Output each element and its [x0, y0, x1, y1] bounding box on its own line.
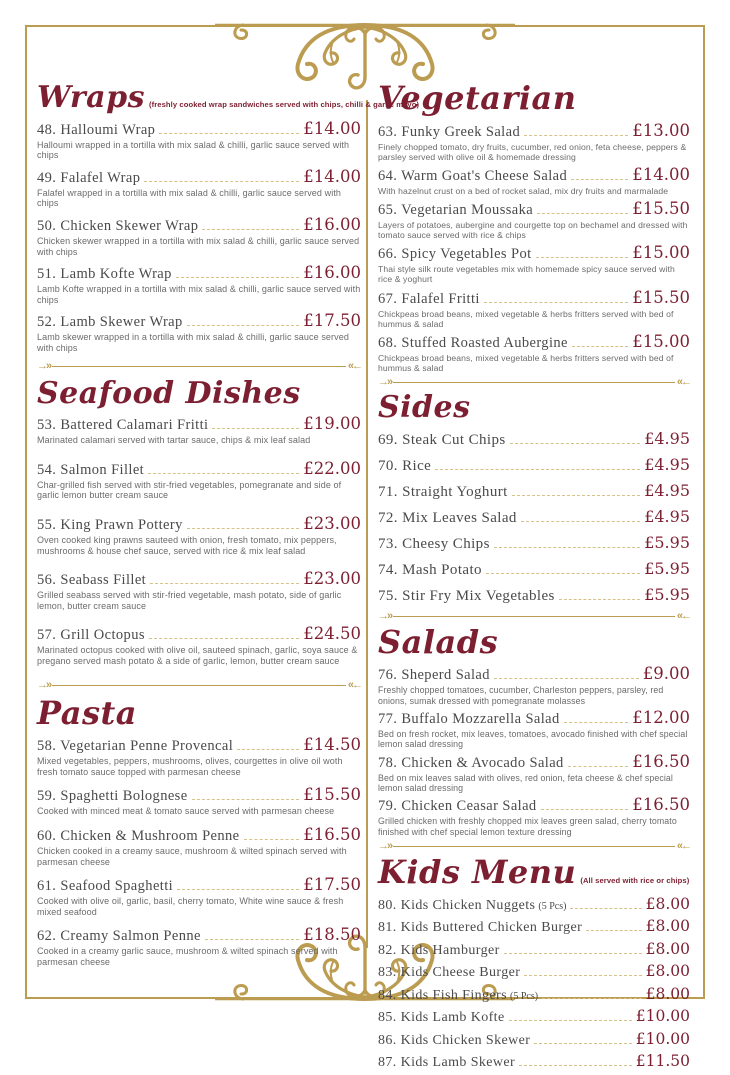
dotted-leader: [237, 738, 299, 750]
divider-right-arrow-icon: «←: [347, 359, 361, 372]
menu-item-name-row: [378, 121, 690, 141]
menu-item: [378, 481, 690, 501]
dish-name: 66. Spicy Vegetables Pot: [378, 246, 532, 263]
section-heading: Wraps: [37, 80, 145, 115]
menu-column-right: [378, 80, 690, 1075]
menu-item: [37, 875, 361, 917]
divider-right-arrow-icon: «←: [676, 376, 690, 389]
dotted-leader: [148, 462, 299, 474]
dish-name: 74. Mash Potato: [378, 561, 482, 578]
dish-price: £15.00: [632, 331, 690, 351]
menu-item: [378, 507, 690, 527]
dish-price: £11.50: [635, 1052, 690, 1071]
dotted-leader: [524, 124, 628, 136]
dish-description: Marinated calamari served with tartar sauce, chips & mix leaf salad: [37, 435, 311, 446]
dish-name: 48. Halloumi Wrap: [37, 121, 156, 138]
menu-item-name-row: [378, 664, 690, 684]
divider-left-arrow-icon: →»: [378, 376, 392, 389]
dotted-leader: [205, 929, 299, 941]
dish-price: £16.50: [303, 825, 361, 844]
menu-item: [378, 165, 690, 196]
dish-price: £17.50: [303, 875, 361, 895]
dish-name: 83. Kids Cheese Burger: [378, 965, 521, 981]
menu-item-name-row: [37, 215, 361, 235]
section-header-vegetarian: [378, 79, 690, 117]
menu-item: [378, 795, 690, 837]
dish-price: £4.95: [644, 480, 690, 500]
dish-description: Mixed vegetables, peppers, mushrooms, olives, courgettes in olive oil woth fresh tomato sauce topped with parmesan cheese: [37, 756, 343, 777]
menu-item-name-row: [378, 507, 690, 527]
dish-name: 63. Funky Greek Salad: [378, 123, 521, 140]
dish-price: £16.50: [632, 795, 690, 815]
dish-description: Bed on fresh rocket, mix leaves, tomatoes, avocado finished with chef special lemon salad dressing: [378, 728, 688, 750]
dish-name: 86. Kids Chicken Skewer: [378, 1032, 531, 1048]
dish-name: 77. Buffalo Mozzarella Salad: [378, 710, 560, 727]
dish-description: Cooked with olive oil, garlic, basil, cherry tomato, White wine sauce & fresh mixed seafood: [37, 896, 344, 917]
dotted-leader: [484, 291, 628, 303]
section-heading: Seafood Dishes: [37, 375, 301, 411]
divider-right-arrow-icon: «←: [676, 609, 690, 622]
section-divider: [37, 680, 361, 691]
dotted-leader: [536, 246, 629, 258]
dish-name: 70. Rice: [378, 457, 432, 474]
section-header-kids: [378, 853, 690, 892]
dish-price: £16.00: [303, 263, 361, 283]
section-header-seafood: [37, 375, 361, 411]
menu-item-name-row: [378, 585, 690, 605]
menu-item: [37, 119, 361, 161]
menu-item-name-row: [37, 925, 361, 945]
section-heading: Kids Menu: [378, 853, 577, 892]
menu-item-name-row: [378, 985, 690, 1004]
dotted-leader: [494, 667, 639, 679]
dotted-leader: [504, 942, 642, 954]
dish-price: £14.50: [303, 735, 361, 755]
dotted-leader: [570, 897, 641, 909]
menu-section-pasta: [37, 693, 361, 968]
dish-name: 79. Chicken Ceasar Salad: [378, 798, 537, 815]
dish-description: Lamb skewer wrapped in a tortilla with mix salad & chilli, garlic sauce served with chips: [37, 332, 349, 353]
menu-item-name-row: [378, 455, 690, 475]
section-heading: Salads: [378, 622, 499, 661]
menu-item: [378, 332, 690, 373]
menu-item: [378, 243, 690, 284]
menu-item: [37, 414, 361, 446]
dish-description: Freshly chopped tomatoes, cucumber, Charleston peppers, parsley, red onions, sumak dressed with pomegranate molasses: [378, 685, 664, 706]
dish-description: Chicken skewer wrapped in a tortilla with mix salad & chilli, garlic sauce served with chips: [37, 235, 360, 257]
menu-item-name-row: [37, 735, 361, 755]
menu-item-name-row: [378, 481, 690, 501]
menu-item: [378, 895, 690, 914]
menu-section-seafood: [37, 375, 361, 667]
dotted-leader: [150, 572, 299, 584]
menu-item-name-row: [37, 569, 361, 589]
dotted-leader: [568, 755, 629, 767]
menu-item: [378, 533, 690, 553]
dotted-leader: [512, 484, 641, 496]
menu-item-name-row: [378, 1007, 690, 1026]
dish-price: £14.00: [303, 118, 361, 138]
divider-line: [52, 366, 346, 367]
menu-item-name-row: [378, 962, 690, 981]
menu-item: [378, 1030, 690, 1049]
dish-description: Layers of potatoes, aubergine and courgette top on bechamel and dressed with tomato sauce served with rice & chips: [378, 220, 688, 241]
dish-price: £5.95: [644, 532, 690, 552]
dotted-leader: [177, 878, 299, 890]
dish-price: £5.95: [644, 558, 690, 578]
dish-description: Chicken cooked in a creamy sauce, mushroom & wilted spinach served with parmesan cheese: [37, 846, 347, 867]
dish-name: 69. Steak Cut Chips: [378, 431, 506, 448]
dish-price: £10.00: [635, 1029, 690, 1048]
menu-item: [37, 624, 361, 666]
menu-item-name-row: [378, 559, 690, 579]
menu-item-name-row: [378, 917, 690, 936]
dish-name: 68. Stuffed Roasted Aubergine: [378, 334, 568, 351]
dish-description: Grilled seabass served with stir-fried vegetable, mash potato, side of garlic lemon, butter cream sauce: [37, 590, 342, 611]
dish-price: £9.00: [642, 664, 690, 684]
divider-right-arrow-icon: «←: [347, 678, 361, 691]
menu-item: [378, 121, 690, 162]
dish-price: £8.00: [645, 962, 690, 981]
dish-name: 65. Vegetarian Moussaka: [378, 202, 534, 219]
divider-line: [393, 846, 675, 847]
dish-price: £15.50: [632, 199, 690, 219]
menu-item-name-row: [378, 288, 690, 308]
dish-note: (5 Pcs): [538, 900, 567, 912]
dish-name: 87. Kids Lamb Skewer: [378, 1055, 516, 1071]
menu-item-name-row: [378, 243, 690, 263]
menu-item: [37, 825, 361, 867]
menu-item-name-row: [37, 514, 361, 534]
section-heading: Sides: [378, 390, 471, 426]
menu-item: [37, 785, 361, 817]
dish-price: £16.00: [303, 214, 361, 234]
menu-item-name-row: [37, 414, 361, 434]
dotted-leader: [192, 789, 300, 801]
dish-description: Cooked with minced meat & tomato sauce served with parmesan cheese: [37, 806, 335, 817]
dotted-leader: [494, 536, 640, 548]
dish-description: Oven cooked king prawns sauteed with onion, fresh tomato, mix peppers, mushrooms & house chef sauce, served with rice & mix leaf salad: [37, 534, 337, 556]
dish-description: Thai style silk route vegetables mix with homemade spicy sauce served with rice & yoghurt: [378, 264, 675, 285]
dish-price: £22.00: [303, 458, 361, 478]
menu-section-kids: [378, 853, 690, 1071]
dotted-leader: [521, 510, 640, 522]
dish-price: £15.50: [303, 785, 361, 805]
dish-price: £10.00: [635, 1007, 690, 1026]
menu-item: [378, 1007, 690, 1026]
dotted-leader: [541, 799, 629, 811]
menu-item-name-row: [37, 785, 361, 805]
dish-name: 84. Kids Fish Fingers: [378, 987, 507, 1003]
dotted-leader: [519, 1054, 632, 1066]
menu-item-name-row: [37, 459, 361, 479]
dotted-leader: [542, 987, 642, 999]
dish-name: 82. Kids Hamburger: [378, 942, 500, 958]
dish-price: £8.00: [645, 939, 690, 958]
dotted-leader: [435, 458, 640, 470]
dotted-leader: [586, 919, 641, 931]
menu-item-name-row: [378, 708, 690, 728]
divider-right-arrow-icon: «←: [676, 840, 690, 853]
dish-name: 53. Battered Calamari Fritti: [37, 417, 209, 434]
menu-item-name-row: [378, 332, 690, 352]
menu-item-name-row: [37, 263, 361, 283]
dish-price: £8.00: [645, 894, 690, 913]
dish-name: 58. Vegetarian Penne Provencal: [37, 738, 234, 755]
menu-item-name-row: [378, 895, 690, 914]
dish-price: £16.50: [632, 751, 690, 771]
dish-price: £8.00: [645, 917, 690, 936]
menu-item: [378, 429, 690, 449]
menu-item: [37, 459, 361, 501]
dish-name: 62. Creamy Salmon Penne: [37, 928, 201, 945]
dish-description: Chickpeas broad beans, mixed vegetable & herbs fritters served with bed of hummus & salad: [378, 308, 674, 329]
dish-price: £12.00: [632, 707, 690, 727]
dotted-leader: [572, 335, 628, 347]
section-divider: [378, 841, 690, 852]
section-divider: [378, 611, 690, 622]
divider-left-arrow-icon: →»: [37, 678, 51, 691]
menu-item: [378, 917, 690, 936]
dotted-leader: [537, 202, 628, 214]
dotted-leader: [559, 588, 640, 600]
menu-item: [378, 559, 690, 579]
menu-item-name-row: [37, 825, 361, 845]
divider-left-arrow-icon: →»: [378, 840, 392, 853]
menu-item: [37, 167, 361, 209]
dish-price: £24.50: [303, 624, 361, 644]
menu-item: [37, 735, 361, 777]
menu-section-wraps: [37, 80, 420, 354]
dish-note: (5 Pcs): [509, 990, 539, 1002]
section-heading: Vegetarian: [378, 79, 577, 117]
divider-left-arrow-icon: →»: [37, 359, 51, 372]
dish-name: 76. Sheperd Salad: [378, 667, 490, 684]
dish-name: 59. Spaghetti Bolognese: [37, 788, 188, 805]
dish-description: Char-grilled fish served with stir-fried vegetables, pomegranate and side of garlic lemon butter cream sauce: [37, 479, 342, 501]
dish-name: 49. Falafel Wrap: [37, 169, 141, 186]
section-subtitle: (All served with rice or chips): [580, 876, 690, 886]
dish-name: 54. Salmon Fillet: [37, 461, 145, 478]
dotted-leader: [510, 432, 641, 444]
dotted-leader: [534, 1032, 631, 1044]
section-header-wraps: [37, 80, 420, 115]
dish-price: £4.95: [644, 454, 690, 474]
menu-item: [37, 263, 361, 305]
dotted-leader: [144, 170, 299, 182]
section-divider: [37, 361, 361, 372]
menu-item-name-row: [378, 199, 690, 219]
divider-left-arrow-icon: →»: [378, 609, 392, 622]
menu-item: [378, 1052, 690, 1071]
dotted-leader: [187, 315, 300, 327]
menu-item: [378, 708, 690, 750]
menu-item-name-row: [37, 167, 361, 187]
dish-price: £18.50: [303, 925, 361, 945]
dotted-leader: [509, 1009, 632, 1021]
menu-item: [378, 455, 690, 475]
divider-line: [393, 616, 675, 617]
menu-item: [378, 199, 690, 240]
dotted-leader: [486, 562, 640, 574]
section-header-salads: [378, 622, 690, 661]
dish-name: 81. Kids Buttered Chicken Burger: [378, 920, 583, 936]
menu-item: [378, 940, 690, 959]
dish-name: 73. Cheesy Chips: [378, 535, 490, 552]
dish-description: Grilled chicken with freshly chopped mix leaves green salad, cherry tomato finished with chef special lemon texture dressing: [378, 816, 677, 837]
menu-item: [378, 288, 690, 329]
menu-item: [378, 752, 690, 794]
dish-description: Bed on mix leaves salad with olives, red onion, feta cheese & chef special lemon salad dressing: [378, 772, 673, 794]
dish-description: Chickpeas broad beans, mixed vegetable & herbs fritters served with bed of hummus & salad: [378, 352, 674, 373]
section-divider: [378, 377, 690, 388]
menu-item: [37, 215, 361, 257]
dish-name: 80. Kids Chicken Nuggets: [378, 897, 536, 913]
dish-price: £17.50: [303, 311, 361, 331]
dish-price: £15.00: [632, 243, 690, 263]
dish-name: 52. Lamb Skewer Wrap: [37, 314, 183, 331]
column-divider-line: [366, 100, 368, 948]
dotted-leader: [212, 417, 299, 429]
menu-item-name-row: [378, 752, 690, 772]
dish-name: 85. Kids Lamb Kofte: [378, 1010, 505, 1026]
menu-item-name-row: [378, 1052, 690, 1071]
divider-line: [52, 685, 346, 686]
dish-description: Cooked in a creamy garlic sauce, mushroom & wilted spinach served with parmesan cheese: [37, 946, 338, 968]
dish-name: 64. Warm Goat's Cheese Salad: [378, 167, 568, 184]
menu-item: [378, 962, 690, 981]
menu-item: [37, 514, 361, 556]
dish-price: £23.00: [303, 513, 361, 533]
menu-item-name-row: [378, 795, 690, 815]
menu-item: [378, 664, 690, 706]
dish-description: Marinated octopus cooked with olive oil, sauteed spinach, garlic, soya sauce & pregano served mash potato & a side of garlic, lemon, butter cream sauce: [37, 645, 358, 666]
dish-name: 71. Straight Yoghurt: [378, 483, 508, 500]
dotted-leader: [149, 627, 299, 639]
dish-price: £23.00: [303, 569, 361, 589]
dish-price: £19.00: [303, 414, 361, 434]
dish-name: 51. Lamb Kofte Wrap: [37, 266, 172, 283]
dotted-leader: [571, 168, 628, 180]
dish-price: £14.00: [632, 164, 690, 184]
menu-item: [378, 985, 690, 1004]
dish-name: 78. Chicken & Avocado Salad: [378, 754, 564, 771]
dish-description: Falafel wrapped in a tortilla with mix salad & chilli, garlic sauce served with chips: [37, 187, 342, 209]
dish-name: 55. King Prawn Pottery: [37, 516, 183, 533]
dish-price: £13.00: [632, 120, 690, 140]
dish-name: 56. Seabass Fillet: [37, 572, 147, 589]
menu-item: [37, 569, 361, 611]
menu-item: [37, 311, 361, 353]
menu-item-name-row: [378, 1030, 690, 1049]
menu-section-vegetarian: [378, 79, 690, 373]
section-subtitle: (freshly cooked wrap sandwiches served with chips, chilli & garlic mayo): [148, 100, 420, 109]
dotted-leader: [159, 122, 299, 134]
dish-name: 75. Stir Fry Mix Vegetables: [378, 587, 555, 604]
dish-name: 60. Chicken & Mushroom Penne: [37, 828, 240, 844]
menu-item-name-row: [378, 940, 690, 959]
dish-price: £5.95: [644, 584, 690, 604]
menu-section-salads: [378, 622, 690, 838]
dotted-leader: [202, 218, 299, 230]
menu-item: [37, 925, 361, 967]
dotted-leader: [564, 711, 629, 723]
dish-description: With hazelnut crust on a bed of rocket salad, mix dry fruits and marmalade: [378, 185, 669, 196]
dish-name: 61. Seafood Spaghetti: [37, 878, 174, 895]
dish-name: 50. Chicken Skewer Wrap: [37, 217, 199, 234]
dish-description: Lamb Kofte wrapped in a tortilla with mix salad & chilli, garlic sauce served with chips: [37, 284, 361, 305]
dotted-leader: [244, 828, 300, 840]
dotted-leader: [176, 266, 299, 278]
menu-section-sides: [378, 392, 690, 605]
dish-price: £14.00: [303, 166, 361, 186]
dish-price: £4.95: [644, 428, 690, 448]
dotted-leader: [524, 964, 641, 976]
dish-description: Halloumi wrapped in a tortilla with mix salad & chilli, garlic sauce served with chips: [37, 139, 350, 161]
menu-item-name-row: [37, 875, 361, 895]
dish-name: 67. Falafel Fritti: [378, 290, 480, 307]
menu-item-name-row: [378, 165, 690, 185]
menu-item-name-row: [37, 119, 361, 139]
dish-price: £8.00: [645, 984, 690, 1003]
dish-name: 57. Grill Octopus: [37, 627, 145, 644]
menu-item-name-row: [378, 429, 690, 449]
section-header-sides: [378, 392, 690, 424]
menu-item-name-row: [37, 311, 361, 331]
dish-price: £4.95: [644, 506, 690, 526]
menu-item-name-row: [378, 533, 690, 553]
dish-description: Finely chopped tomato, dry fruits, cucumber, red onion, feta cheese, peppers & parsley served with olive oil & homemade dressing: [378, 141, 687, 162]
dotted-leader: [187, 517, 300, 529]
section-heading: Pasta: [37, 693, 137, 732]
menu-item: [378, 585, 690, 605]
section-header-pasta: [37, 693, 361, 732]
divider-line: [393, 382, 675, 383]
menu-item-name-row: [37, 624, 361, 644]
dish-name: 72. Mix Leaves Salad: [378, 509, 517, 526]
dish-price: £15.50: [632, 287, 690, 307]
